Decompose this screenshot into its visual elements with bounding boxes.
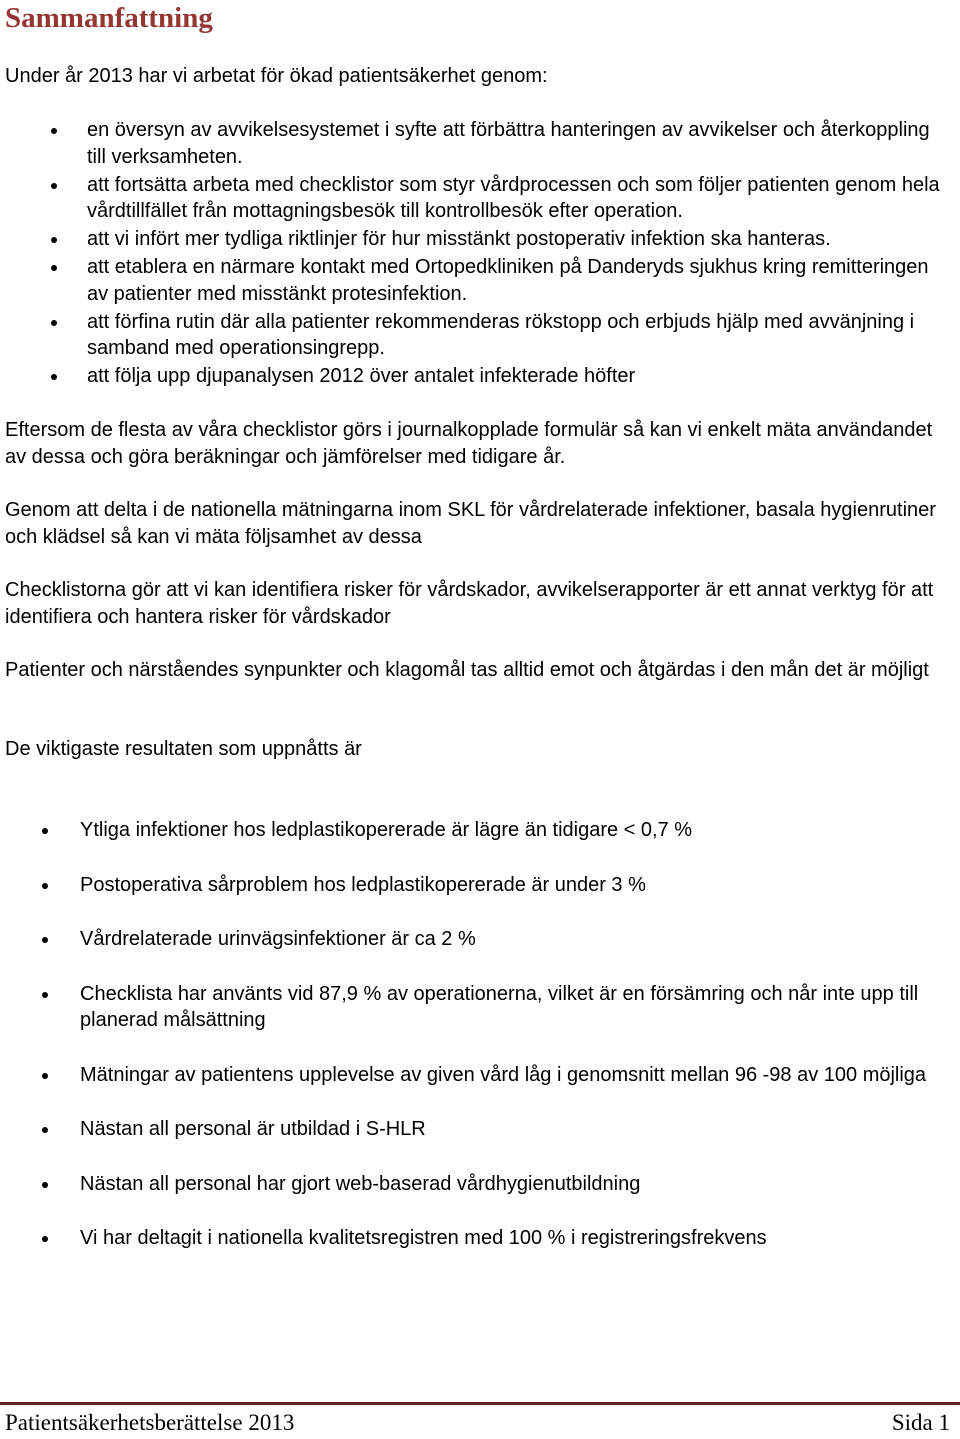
measures-list (87, 117, 947, 391)
list-item: en översyn av avvikelsesystemet i syfte att förbättra hanteringen av avvikelser och återkoppling till verksamheten. (87, 117, 947, 170)
list-item: Nästan all personal har gjort web-baserad vårdhygienutbildning (80, 1171, 950, 1198)
footer-divider (0, 1402, 960, 1405)
results-list (80, 817, 950, 1280)
bullet-icon (42, 992, 48, 998)
list-item: Mätningar av patientens upplevelse av given vård låg i genomsnitt mellan 96 -98 av 100 möjliga (80, 1062, 950, 1089)
bullet-icon (51, 374, 57, 380)
list-item: Postoperativa sårproblem hos ledplastikopererade är under 3 % (80, 872, 950, 899)
list-item: Nästan all personal är utbildad i S-HLR (80, 1116, 950, 1143)
paragraph-risk-identification: Checklistorna gör att vi kan identifiera risker för vårdskador, avvikelserapporter är ett annat verktyg för att identifiera och hantera risker för vårdskador (5, 579, 934, 628)
bullet-icon (51, 320, 57, 326)
list-item: Vårdrelaterade urinvägsinfektioner är ca 2 % (80, 926, 950, 953)
paragraph-checklists-measure: Eftersom de flesta av våra checklistor görs i journalkopplade formulär så kan vi enkelt mäta användandet av dessa och göra beräkningar och jämförelser med tidigare år. (5, 419, 933, 468)
footer-page-number: Sida 1 (891, 1410, 950, 1435)
bullet-icon (42, 937, 48, 943)
list-item: Vi har deltagit i nationella kvalitetsregistren med 100 % i registreringsfrekvens (80, 1225, 950, 1252)
bullet-icon (42, 1127, 48, 1133)
bullet-icon (42, 1236, 48, 1242)
page-title: Sammanfattning (5, 2, 213, 34)
bullet-icon (51, 237, 57, 243)
bullet-icon (51, 183, 57, 189)
list-item: Checklista har använts vid 87,9 % av operationerna, vilket är en försämring och når inte upp till planerad målsättning (80, 981, 950, 1034)
bullet-icon (51, 265, 57, 271)
list-item: att fortsätta arbeta med checklistor som styr vårdprocessen och som följer patienten genom hela vårdtillfället från mottagningsbesök till kontrollbesök efter operation. (87, 172, 947, 225)
paragraph-skl-measurements: Genom att delta i de nationella mätningarna inom SKL för vårdrelaterade infektioner, basala hygienrutiner och klädsel så kan vi mäta följsamhet av dessa (5, 499, 936, 548)
list-item: att förfina rutin där alla patienter rekommenderas rökstopp och erbjuds hjälp med avvänjning i samband med operationsingrepp. (87, 309, 947, 362)
list-item: Ytliga infektioner hos ledplastikopererade är lägre än tidigare < 0,7 % (80, 817, 950, 844)
paragraph-complaints: Patienter och närståendes synpunkter och klagomål tas alltid emot och åtgärdas i den mån det är möjligt (5, 659, 929, 681)
list-item: att vi infört mer tydliga riktlinjer för hur misstänkt postoperativ infektion ska hanteras. (87, 226, 947, 253)
list-item: att etablera en närmare kontakt med Ortopedkliniken på Danderyds sjukhus kring remitteringen av patienter med misstänkt protesinfektion. (87, 254, 947, 307)
paragraph-results-intro: De viktigaste resultaten som uppnåtts är (5, 738, 362, 760)
bullet-icon (42, 1182, 48, 1188)
bullet-icon (42, 828, 48, 834)
list-item: att följa upp djupanalysen 2012 över antalet infekterade höfter (87, 363, 947, 390)
bullet-icon (51, 128, 57, 134)
bullet-icon (42, 883, 48, 889)
bullet-icon (42, 1073, 48, 1079)
footer-document-title: Patientsäkerhetsberättelse 2013 (5, 1410, 295, 1435)
intro-text: Under år 2013 har vi arbetat för ökad patientsäkerhet genom: (5, 65, 548, 87)
